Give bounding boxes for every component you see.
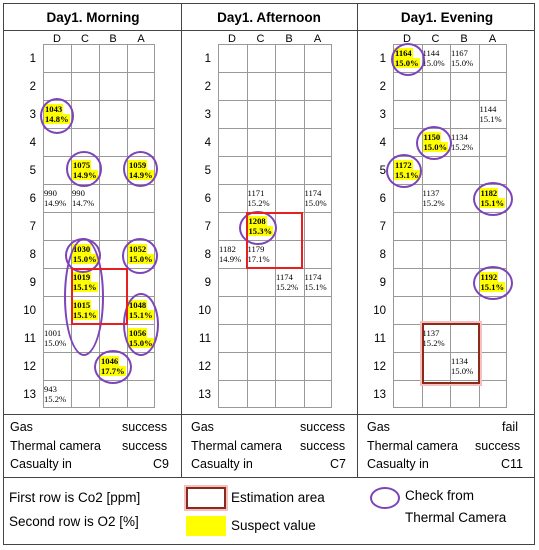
- row-number: 5: [204, 165, 211, 177]
- co2-value: 1150: [423, 132, 441, 142]
- co2-value: 1001: [44, 328, 62, 338]
- column-letter: D: [228, 33, 236, 45]
- row-number: 1: [204, 53, 211, 65]
- row-number: 7: [29, 221, 36, 233]
- o2-value: 15.0%: [44, 338, 67, 348]
- status-label: Gas: [367, 420, 390, 434]
- reading-cell: [423, 188, 445, 208]
- row-number: 9: [29, 277, 36, 289]
- row-number: 7: [204, 221, 211, 233]
- o2-value: 15.0%: [423, 142, 448, 152]
- estimation-area-afternoon: [246, 212, 303, 269]
- o2-value: 14.9%: [73, 170, 97, 180]
- o2-value: 15.1%: [304, 282, 327, 292]
- row-number: 8: [29, 249, 36, 261]
- reading-cell: [44, 328, 66, 348]
- status-value: success: [475, 439, 521, 453]
- co2-value: 1015: [73, 300, 91, 310]
- reading-cell: [72, 188, 94, 208]
- row-number: 2: [204, 81, 211, 93]
- legend-o2: Second row is O2 [%]: [9, 514, 139, 529]
- thermal-check-ellipse: [473, 266, 513, 300]
- co2-value: 943: [44, 384, 57, 394]
- column-letter: B: [109, 33, 117, 45]
- suspect-value-swatch: [186, 516, 226, 536]
- status-label: Casualty in: [367, 457, 429, 471]
- co2-value: 1134: [451, 132, 468, 142]
- o2-value: 15.2%: [247, 198, 270, 208]
- o2-value: 15.2%: [276, 282, 299, 292]
- status-label: Thermal camera: [191, 439, 282, 453]
- grid-line: [393, 100, 507, 101]
- co2-value: 1172: [395, 160, 412, 170]
- co2-value: 990: [72, 188, 85, 198]
- co2-value: 1208: [248, 216, 266, 226]
- grid-line: [43, 380, 155, 381]
- thermal-check-ellipse: [391, 43, 425, 76]
- o2-value: 15.1%: [73, 282, 97, 292]
- o2-value: 14.9%: [129, 170, 153, 180]
- grid-line: [304, 44, 305, 408]
- co2-value: 1174: [276, 272, 293, 282]
- reading-cell: [305, 188, 327, 208]
- grid-line: [393, 240, 507, 241]
- o2-value: 17.1%: [247, 254, 270, 264]
- o2-value: 15.1%: [480, 282, 505, 292]
- row-number: 3: [29, 109, 36, 121]
- o2-value: 15.0%: [451, 366, 474, 376]
- status-value: C7: [330, 457, 346, 471]
- row-number: 9: [379, 277, 386, 289]
- legend-co2: First row is Co2 [ppm]: [9, 490, 141, 505]
- o2-value: 15.2%: [44, 394, 67, 404]
- grid-line: [393, 128, 507, 129]
- grid-line: [218, 324, 332, 325]
- reading-cell: [451, 132, 473, 152]
- co2-value: 1059: [129, 160, 147, 170]
- thermal-check-ellipse: [40, 98, 74, 134]
- thermal-check-ellipse: [386, 154, 422, 188]
- grid-line: [127, 44, 128, 408]
- row-number: 12: [198, 361, 211, 373]
- estimation-area-morning: [71, 268, 128, 325]
- thermal-check-ellipse: [66, 151, 102, 187]
- co2-value: 1182: [480, 188, 498, 198]
- status-label: Gas: [10, 420, 33, 434]
- row-number: 7: [379, 221, 386, 233]
- reading-cell: [44, 384, 66, 404]
- status-label: Casualty in: [10, 457, 72, 471]
- o2-value: 15.1%: [479, 114, 502, 124]
- co2-value: 1174: [304, 272, 322, 282]
- row-number: 2: [29, 81, 36, 93]
- row-number: 6: [204, 193, 211, 205]
- legend-estimation: Estimation area: [231, 490, 325, 505]
- grid-line: [218, 128, 332, 129]
- o2-value: 14.8%: [45, 114, 69, 124]
- title-evening: Day1. Evening: [400, 10, 494, 25]
- co2-value: 1144: [422, 48, 440, 58]
- reading-cell: [451, 48, 473, 68]
- o2-value: 15.1%: [73, 310, 97, 320]
- legend-check-2: Thermal Camera: [405, 510, 507, 525]
- co2-value: 1164: [395, 48, 412, 58]
- co2-value: 1075: [73, 160, 91, 170]
- o2-value: 15.0%: [129, 254, 153, 264]
- status-value: C9: [153, 457, 169, 471]
- grid-line: [218, 156, 332, 157]
- legend-suspect: Suspect value: [231, 518, 316, 533]
- row-number: 8: [204, 249, 211, 261]
- row-number: 10: [23, 305, 36, 317]
- row-number: 1: [379, 53, 386, 65]
- o2-value: 15.0%: [304, 198, 327, 208]
- row-number: 11: [24, 333, 36, 345]
- legend-divider: [3, 477, 535, 478]
- row-number: 2: [379, 81, 386, 93]
- co2-value: 1174: [304, 188, 322, 198]
- o2-value: 14.9%: [219, 254, 242, 264]
- legend-check-1: Check from: [405, 488, 475, 503]
- grid-line: [218, 184, 332, 185]
- row-number: 4: [29, 137, 36, 149]
- co2-value: 1019: [73, 272, 91, 282]
- status-label: Thermal camera: [10, 439, 101, 453]
- row-number: 13: [198, 389, 211, 401]
- estimation-area-evening: [422, 323, 480, 384]
- estimation-area-swatch: [186, 487, 226, 509]
- row-number: 1: [29, 53, 36, 65]
- o2-value: 15.1%: [480, 198, 505, 208]
- row-number: 5: [379, 165, 386, 177]
- grid-line: [43, 212, 155, 213]
- column-letter: C: [256, 33, 265, 45]
- title-morning: Day1. Morning: [46, 10, 140, 25]
- row-number: 6: [29, 193, 36, 205]
- grid-line: [218, 296, 332, 297]
- status-value: success: [300, 420, 346, 434]
- status-divider: [3, 414, 535, 415]
- o2-value: 15.2%: [422, 338, 445, 348]
- reading-cell: [276, 272, 298, 292]
- co2-value: 1048: [129, 300, 147, 310]
- co2-value: 1171: [247, 188, 265, 198]
- row-number: 4: [204, 137, 211, 149]
- o2-value: 15.2%: [451, 142, 474, 152]
- header-divider: [3, 30, 535, 31]
- thermal-check-ellipse: [94, 350, 132, 384]
- co2-value: 1144: [479, 104, 497, 114]
- reading-cell: [305, 272, 327, 292]
- o2-value: 15.3%: [248, 226, 273, 236]
- o2-value: 15.0%: [422, 58, 445, 68]
- co2-value: 1046: [101, 356, 119, 366]
- reading-cell: [248, 188, 270, 208]
- row-number: 12: [373, 361, 386, 373]
- co2-value: 1179: [247, 244, 265, 254]
- row-number: 3: [379, 109, 386, 121]
- column-divider: [181, 3, 182, 477]
- row-number: 10: [198, 305, 211, 317]
- column-letter: C: [81, 33, 89, 45]
- co2-value: 1056: [129, 328, 147, 338]
- thermal-check-ellipse: [123, 293, 159, 356]
- reading-cell: [480, 104, 502, 124]
- co2-value: 1043: [45, 104, 63, 114]
- grid-line: [218, 100, 332, 101]
- row-number: 8: [379, 249, 386, 261]
- co2-value: 1134: [451, 356, 468, 366]
- o2-value: 14.7%: [72, 198, 95, 208]
- status-value: fail: [502, 420, 518, 434]
- o2-value: 15.1%: [395, 170, 419, 180]
- status-value: C11: [501, 457, 524, 471]
- co2-value: 1030: [73, 244, 91, 254]
- row-number: 11: [374, 333, 386, 345]
- row-number: 6: [379, 193, 386, 205]
- o2-value: 17.7%: [101, 366, 125, 376]
- o2-value: 15.0%: [129, 338, 153, 348]
- column-letter: B: [460, 33, 468, 45]
- reading-cell: [44, 188, 66, 208]
- reading-cell: [219, 244, 241, 264]
- thermal-check-ellipse: [473, 182, 513, 216]
- column-letter: C: [431, 33, 440, 45]
- row-number: 9: [204, 277, 211, 289]
- column-letter: A: [137, 33, 145, 45]
- o2-value: 15.1%: [129, 310, 153, 320]
- thermal-check-ellipse: [416, 126, 452, 160]
- row-number: 5: [29, 165, 36, 177]
- row-number: 11: [199, 333, 211, 345]
- row-number: 13: [373, 389, 386, 401]
- o2-value: 15.2%: [422, 198, 445, 208]
- status-label: Casualty in: [191, 457, 253, 471]
- co2-value: 1137: [422, 188, 440, 198]
- title-afternoon: Day1. Afternoon: [217, 10, 321, 25]
- co2-value: 1182: [219, 244, 236, 254]
- column-letter: A: [488, 33, 497, 45]
- grid-line: [218, 72, 332, 73]
- co2-value: 1052: [129, 244, 147, 254]
- grid-line: [218, 352, 332, 353]
- co2-value: 1137: [422, 328, 440, 338]
- o2-value: 14.9%: [44, 198, 67, 208]
- co2-value: 990: [44, 188, 57, 198]
- grid-line: [43, 72, 155, 73]
- status-value: success: [122, 439, 168, 453]
- co2-value: 1192: [480, 272, 498, 282]
- grid-line: [71, 44, 72, 408]
- status-label: Thermal camera: [367, 439, 458, 453]
- status-value: success: [122, 420, 168, 434]
- o2-value: 15.0%: [395, 58, 419, 68]
- row-number: 13: [23, 389, 36, 401]
- o2-value: 15.0%: [451, 58, 474, 68]
- column-letter: A: [313, 33, 322, 45]
- thermal-check-ellipse: [123, 151, 158, 187]
- row-number: 10: [373, 305, 386, 317]
- reading-cell: [423, 48, 445, 68]
- column-letter: D: [53, 33, 61, 45]
- row-number: 4: [379, 137, 386, 149]
- thermal-check-swatch: [370, 487, 400, 509]
- column-letter: B: [285, 33, 293, 45]
- row-number: 12: [23, 361, 36, 373]
- status-value: success: [300, 439, 346, 453]
- row-number: 3: [204, 109, 211, 121]
- status-label: Gas: [191, 420, 214, 434]
- o2-value: 15.0%: [73, 254, 97, 264]
- grid-line: [218, 380, 332, 381]
- column-divider: [357, 3, 358, 477]
- co2-value: 1167: [451, 48, 468, 58]
- column-letter: D: [403, 33, 411, 45]
